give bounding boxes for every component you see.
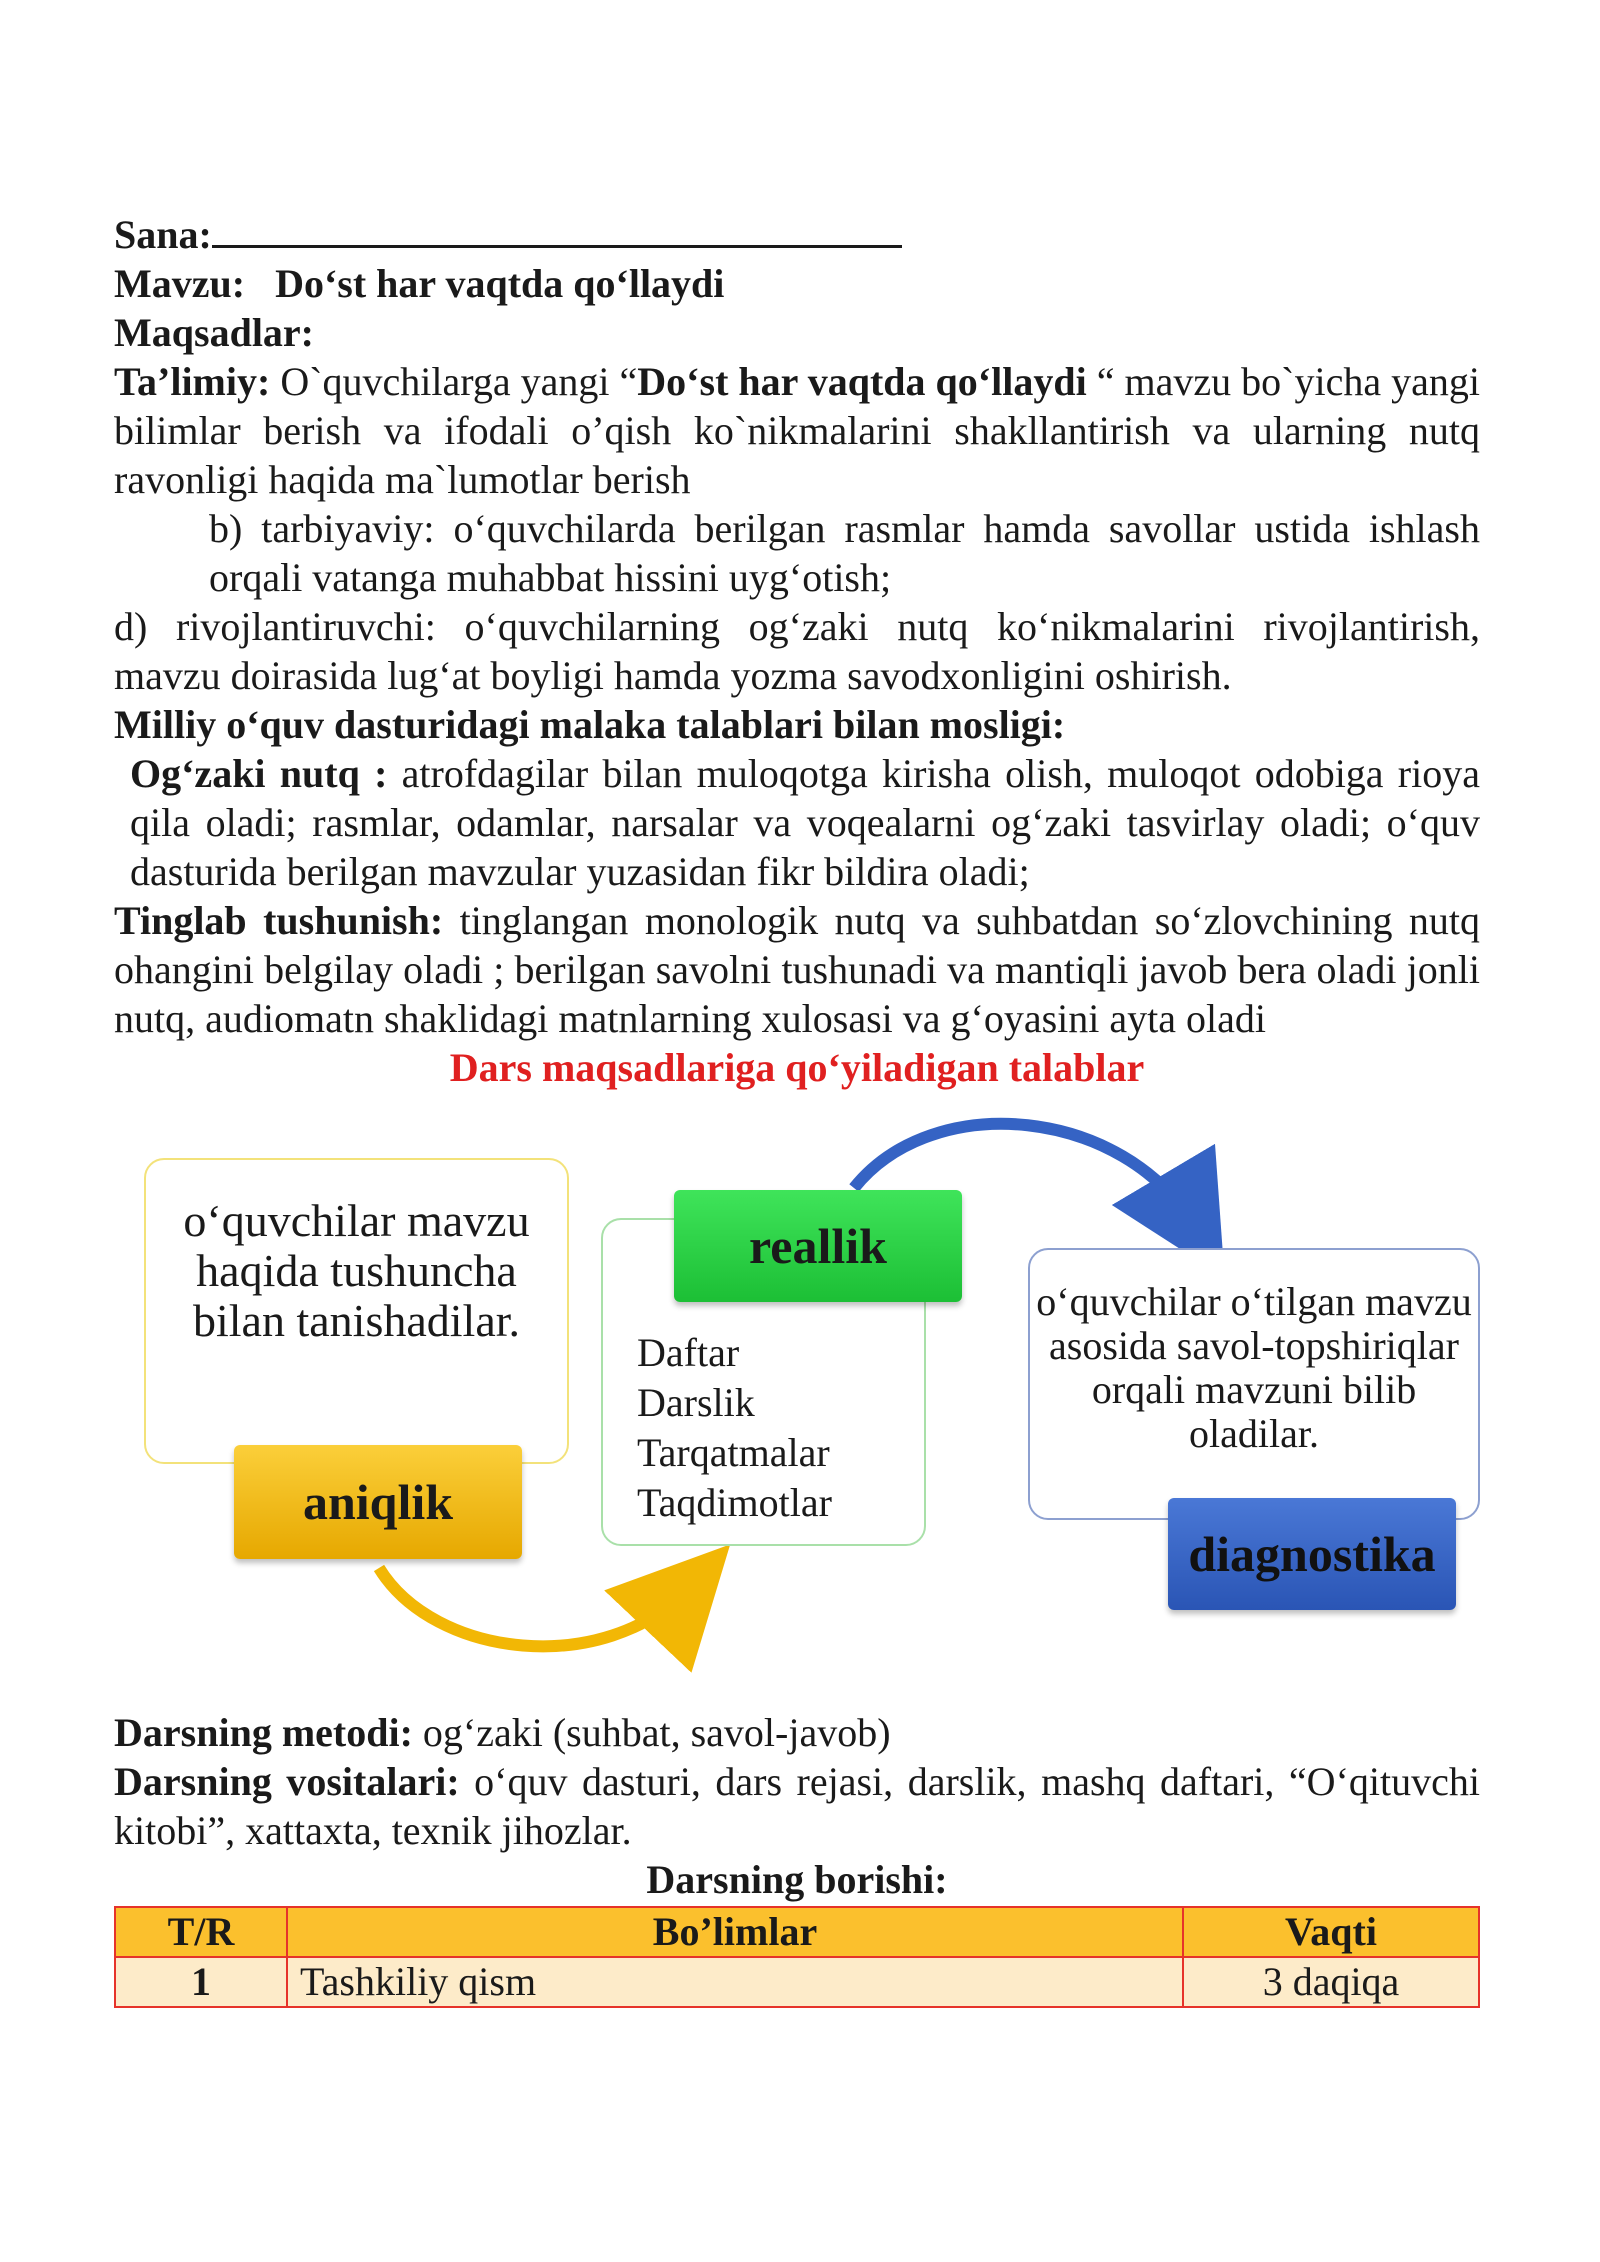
tinglab-label: Tinglab tushunish: [114,898,444,943]
sana-line [114,210,1480,259]
yellow-curved-arrow [379,1568,689,1646]
goals-diagram [114,1098,1480,1708]
vosita-paragraph [114,1757,1480,1855]
ogzaki-text: atrofdagilar bilan muloqotga kirisha olish, muloqot odobiga rioya qila oladi; rasmlar, odamlar, narsalar va voqealarni og‘zaki tasvirlay oladi; o‘quv dasturida berilgan mavzular yuzasidan fikr bildira oladi; [130,751,1480,894]
rivojlantiruvchi-paragraph: d) rivojlantiruvchi: o‘quvchilarning og‘zaki nutq ko‘nikmalarini rivojlantirish, mavzu doirasida lug‘at boyligi hamda yozma savodxonligini oshirish. [114,604,1480,698]
table-header-row [115,1907,1479,1957]
aniqlik-box: o‘quvchilar mavzu haqida tushuncha bilan tanishadilar. [144,1158,569,1464]
diagram-heading: Dars maqsadlariga qo‘yiladigan talablar [449,1045,1145,1090]
table-row [115,1957,1479,2007]
aniqlik-tag: aniqlik [234,1445,522,1559]
sana-blank [212,211,902,248]
ogzaki-label: Og‘zaki nutq : [130,751,388,796]
metod-label: Darsning metodi: [114,1710,413,1755]
tinglab-text: tinglangan monologik nutq va suhbatdan so‘zlovchining nutq ohangini belgilay oladi ; berilgan savolni tushunadi va mantiqli javob bera oladi jonli nutq, audiomatn shaklidagi matnlarning xulosasi va g‘oyasini ayta oladi [114,898,1480,1041]
vosita-text: o‘quv dasturi, dars rejasi, darslik, mashq daftari, “O‘qituvchi kitobi”, xattaxta, texnik jihozlar. [114,1759,1480,1853]
reallik-item-taqdimotlar: Taqdimotlar [637,1480,832,1525]
talimiy-bold: Do‘st har vaqtda qo‘llaydi [637,359,1087,404]
tarbiyaviy-paragraph: b) tarbiyaviy: o‘quvchilarda berilgan rasmlar hamda savollar ustida ishlash orqali vatanga muhabbat hissini uyg‘otish; [209,506,1480,600]
mavzu-line [114,259,1480,308]
column-header-vaqti: Vaqti [1183,1907,1479,1957]
row-time: 3 daqiqa [1183,1957,1479,2007]
talimiy-text2: “ mavzu bo`yicha yangi bilimlar berish va ifodali o’qish ko`nikmalarini shakllantirish va ularning nutq ravonligi haqida ma`lumotlar berish [114,359,1480,502]
lesson-plan-page [114,210,1480,2008]
reallik-item-daftar: Daftar [637,1330,740,1375]
talimiy-text1: O`quvchilarga yangi “ [270,359,638,404]
lesson-plan-table [114,1906,1480,2008]
metod-text: og‘zaki (suhbat, savol-javob) [412,1710,891,1755]
row-section: Tashkiliy qism [287,1957,1183,2007]
talimiy-paragraph [114,357,1480,504]
metod-paragraph [114,1708,1480,1757]
plan-heading: Darsning borishi: [646,1857,948,1902]
talimiy-label: Ta’limiy: [114,359,271,404]
diagnostika-box: o‘quvchilar o‘tilgan mavzu asosida savol-topshiriqlar orqali mavzuni bilib oladilar. [1028,1248,1480,1520]
maqsadlar-label: Maqsadlar: [114,310,314,355]
column-header-tr: T/R [115,1907,287,1957]
tinglab-paragraph [114,896,1480,1043]
ogzaki-paragraph [114,749,1480,896]
reallik-item-darslik: Darslik [637,1380,755,1425]
mavzu-title: Do‘st har vaqtda qo‘llaydi [275,261,725,306]
diagnostika-tag: diagnostika [1168,1498,1456,1610]
vosita-label: Darsning vositalari: [114,1759,460,1804]
row-number: 1 [115,1957,287,2007]
reallik-item-tarqatmalar: Tarqatmalar [637,1430,830,1475]
reallik-tag: reallik [674,1190,962,1302]
mavzu-label: Mavzu: [114,261,246,306]
column-header-bolimlar: Bo’limlar [287,1907,1183,1957]
standards-heading: Milliy o‘quv dasturidagi malaka talablari bilan mosligi: [114,702,1066,747]
sana-label: Sana: [114,212,212,257]
